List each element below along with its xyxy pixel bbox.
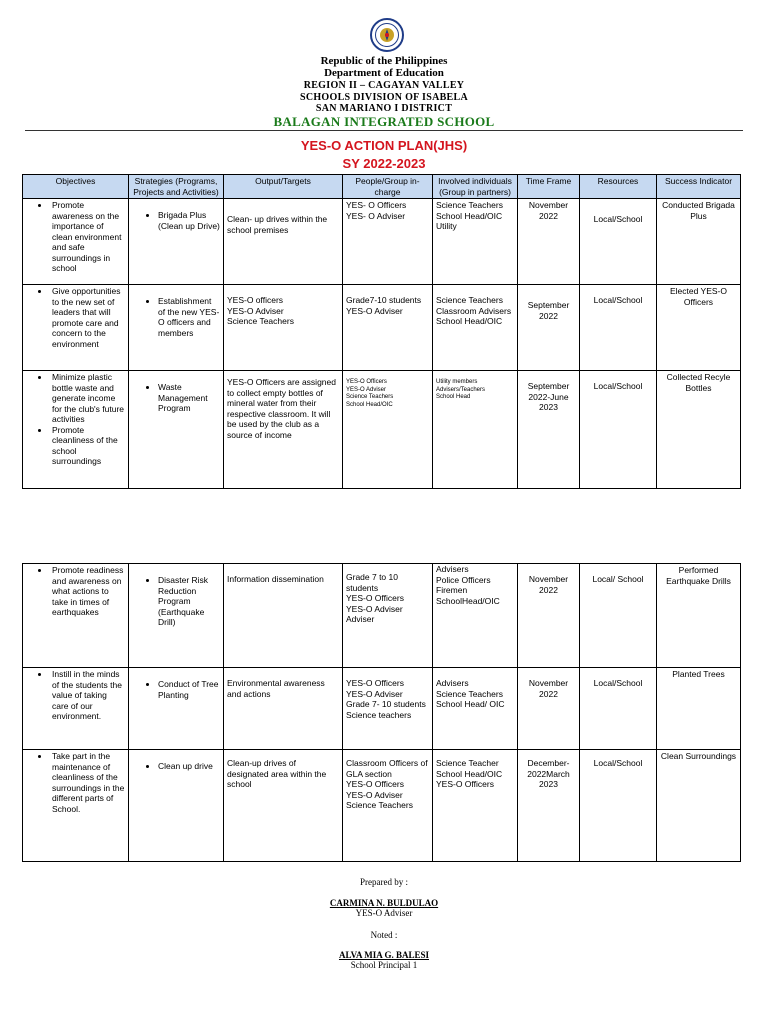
- objectives-cell: [23, 371, 129, 489]
- column-header: Time Frame: [518, 175, 580, 199]
- involved-cell: [433, 371, 518, 489]
- indicator-cell: [657, 371, 741, 489]
- people-item: YES-O Adviser: [346, 386, 387, 393]
- resources-text: Local/School: [593, 758, 643, 768]
- resources-text: Local/School: [593, 381, 643, 391]
- people-item: Adviser: [346, 614, 375, 624]
- people-item: YES-O Officers: [346, 678, 404, 688]
- involved-cell: [433, 668, 518, 750]
- involved-item: Science Teachers: [436, 295, 503, 305]
- objective-item: • Instill in the minds of the students the value of taking care of our environment.: [50, 669, 125, 722]
- people-item: YES-O Officers: [346, 379, 387, 385]
- involved-item: School Head/OIC: [436, 316, 503, 326]
- involved-item: Advisers/Teachers: [436, 386, 486, 393]
- output-text: Clean- up drives within the school premises: [227, 214, 328, 235]
- header-region: REGION II – CAGAYAN VALLEY: [303, 80, 465, 91]
- indicator-cell: [657, 668, 741, 750]
- time-frame-text: November 2022: [528, 200, 569, 221]
- action-plan-table-continued: [22, 563, 741, 862]
- objectives-cell: [23, 750, 129, 862]
- time-frame-text: September 2022: [527, 300, 570, 321]
- involved-item: Science Teachers: [436, 688, 503, 699]
- people-item: Classroom Officers of GLA section: [346, 758, 428, 779]
- resources-cell: [580, 564, 657, 668]
- objective-item: • Promote readiness and awareness on what actions to take in times of earthquakes: [50, 565, 125, 618]
- involved-item: School Head/OIC: [436, 210, 503, 221]
- output-text: YES-O officers YES-O Adviser Science Teachers: [227, 295, 294, 326]
- strategy-cell: [129, 750, 224, 862]
- indicator-text: Performed Earthquake Drills: [666, 565, 731, 586]
- header-department: Department of Education: [324, 67, 444, 79]
- output-text: YES-O Officers are assigned to collect empty bottles of mineral water from their respective classroom. It will be used by the club as a source of income: [227, 377, 336, 440]
- noter-name: ALVA MIA G. BALESI: [338, 950, 430, 960]
- objective-item: • Minimize plastic bottle waste and generate income for the club's future activities: [50, 372, 125, 425]
- preparer-role: YES-O Adviser: [355, 908, 413, 918]
- column-header: Objectives: [23, 175, 129, 199]
- strategy-item: • Clean up drive: [158, 761, 220, 772]
- resources-text: Local/ School: [592, 574, 644, 584]
- people-item: YES-O Adviser: [346, 603, 403, 614]
- involved-item: School Head/OIC: [436, 768, 503, 779]
- involved-item: Advisers: [436, 564, 469, 574]
- column-header: People/Group in-charge: [343, 175, 433, 199]
- strategy-item: • Disaster Risk Reduction Program (Earthquake Drill): [158, 575, 220, 628]
- output-cell: [224, 285, 343, 371]
- objectives-cell: [23, 668, 129, 750]
- column-header: Involved individuals (Group in partners): [433, 175, 518, 199]
- people-item: School Head/OIC: [346, 401, 393, 408]
- objective-item: • Promote cleanliness of the school surroundings: [50, 425, 125, 467]
- time-frame-cell: [518, 285, 580, 371]
- table-row: [23, 285, 741, 371]
- involved-item: School Head: [436, 394, 471, 400]
- time-frame-cell: [518, 371, 580, 489]
- strategy-item: • Waste Management Program: [158, 382, 220, 414]
- resources-text: Local/School: [593, 295, 643, 305]
- table-header-row: [23, 175, 741, 199]
- involved-cell: [433, 285, 518, 371]
- column-header: Output/Targets: [224, 175, 343, 199]
- involved-item: School Head/ OIC: [436, 699, 505, 709]
- involved-item: SchoolHead/OIC: [436, 595, 500, 606]
- objective-item: • Give opportunities to the new set of leaders that will promote care and concern to the environment: [50, 286, 125, 349]
- time-frame-text: November 2022: [528, 574, 569, 595]
- people-cell: [343, 750, 433, 862]
- people-item: Grade7-10 students: [346, 295, 422, 305]
- people-cell: [343, 668, 433, 750]
- time-frame-cell: [518, 564, 580, 668]
- people-cell: [343, 564, 433, 668]
- people-item: Science Teachers: [346, 394, 394, 400]
- time-frame-text: November 2022: [528, 678, 569, 699]
- school-name: BALAGAN INTEGRATED SCHOOL: [273, 114, 495, 129]
- document-title: YES-O ACTION PLAN(JHS): [300, 138, 468, 153]
- objectives-cell: [23, 285, 129, 371]
- resources-cell: [580, 750, 657, 862]
- indicator-text: Conducted Brigada Plus: [662, 200, 735, 221]
- involved-item: YES-O Officers: [436, 779, 494, 789]
- strategy-cell: [129, 668, 224, 750]
- time-frame-cell: [518, 199, 580, 285]
- resources-cell: [580, 199, 657, 285]
- resources-text: Local/School: [593, 214, 643, 224]
- output-cell: [224, 371, 343, 489]
- indicator-cell: [657, 564, 741, 668]
- people-cell: [343, 371, 433, 489]
- involved-item: Utility: [436, 221, 457, 231]
- noter-role: School Principal 1: [350, 960, 418, 970]
- school-year: SY 2022-2023: [342, 156, 426, 171]
- strategy-cell: [129, 564, 224, 668]
- involved-item: Firemen: [436, 585, 468, 595]
- objectives-cell: [23, 199, 129, 285]
- header-divider: [25, 130, 743, 131]
- output-cell: [224, 668, 343, 750]
- column-header: Strategies (Programs, Projects and Activities): [129, 175, 224, 199]
- people-item: YES-O Adviser: [346, 789, 403, 800]
- header-division: SCHOOLS DIVISION OF ISABELA: [299, 92, 469, 103]
- indicator-text: Planted Trees: [672, 669, 725, 679]
- strategy-item: • Conduct of Tree Planting: [158, 679, 220, 700]
- objectives-cell: [23, 564, 129, 668]
- involved-cell: [433, 564, 518, 668]
- involved-item: Classroom Advisers: [436, 305, 512, 316]
- indicator-text: Clean Surroundings: [660, 751, 737, 761]
- table-row: [23, 750, 741, 862]
- output-text: Environmental awareness and actions: [227, 678, 325, 699]
- time-frame-text: December-2022March 2023: [527, 758, 570, 789]
- involved-item: Advisers: [436, 678, 469, 688]
- action-plan-table: [22, 174, 741, 489]
- indicator-text: Elected YES-O Officers: [669, 286, 727, 307]
- people-cell: [343, 199, 433, 285]
- header-district: SAN MARIANO I DISTRICT: [315, 103, 453, 114]
- time-frame-cell: [518, 668, 580, 750]
- indicator-cell: [657, 285, 741, 371]
- time-frame-text: September 2022-June 2023: [527, 381, 570, 412]
- output-text: Information dissemination: [227, 574, 324, 584]
- objective-item: • Take part in the maintenance of cleanliness of the surroundings in the different parts of School.: [50, 751, 125, 814]
- people-item: YES-O Officers: [346, 779, 404, 789]
- people-cell: [343, 285, 433, 371]
- indicator-text: Collected Recyle Bottles: [666, 372, 731, 393]
- strategy-cell: [129, 371, 224, 489]
- people-item: Science teachers: [346, 709, 412, 720]
- resources-cell: [580, 371, 657, 489]
- indicator-cell: [657, 750, 741, 862]
- column-header: Success Indicator: [657, 175, 741, 199]
- people-item: Grade 7 to 10 students: [346, 572, 398, 593]
- people-item: YES-O Officers: [346, 593, 404, 603]
- prepared-by-label: Prepared by :: [360, 877, 408, 887]
- time-frame-cell: [518, 750, 580, 862]
- involved-cell: [433, 750, 518, 862]
- strategy-item: • Establishment of the new YES- O officers and members: [158, 296, 220, 338]
- resources-text: Local/School: [593, 678, 643, 688]
- column-header: Resources: [580, 175, 657, 199]
- strategy-cell: [129, 199, 224, 285]
- output-cell: [224, 199, 343, 285]
- noted-label: Noted :: [370, 930, 398, 940]
- people-item: YES- O Officers: [346, 200, 407, 210]
- resources-cell: [580, 285, 657, 371]
- deped-seal-logo: [370, 18, 404, 52]
- table-row: [23, 564, 741, 668]
- people-item: Science Teachers: [346, 800, 413, 810]
- objective-item: • Promote awareness on the importance of clean environment and safe surroundings in school: [50, 200, 125, 274]
- header-republic: Republic of the Philippines: [320, 55, 448, 67]
- involved-item: Utility members: [436, 379, 478, 385]
- people-item: Grade 7- 10 students: [346, 699, 426, 709]
- table-row: [23, 668, 741, 750]
- people-item: YES-O Adviser: [346, 688, 403, 699]
- table-row: [23, 371, 741, 489]
- people-item: YES- O Adviser: [346, 210, 406, 221]
- table-row: [23, 199, 741, 285]
- output-text: Clean-up drives of designated area within the school: [227, 758, 327, 789]
- resources-cell: [580, 668, 657, 750]
- people-item: YES-O Adviser: [346, 305, 403, 316]
- involved-item: Science Teacher: [436, 758, 499, 768]
- indicator-cell: [657, 199, 741, 285]
- involved-item: Police Officers: [436, 574, 491, 585]
- strategy-cell: [129, 285, 224, 371]
- output-cell: [224, 750, 343, 862]
- output-cell: [224, 564, 343, 668]
- involved-item: Science Teachers: [436, 200, 503, 210]
- strategy-item: • Brigada Plus (Clean up Drive): [158, 210, 220, 231]
- preparer-name: CARMINA N. BULDULAO: [329, 898, 439, 908]
- involved-cell: [433, 199, 518, 285]
